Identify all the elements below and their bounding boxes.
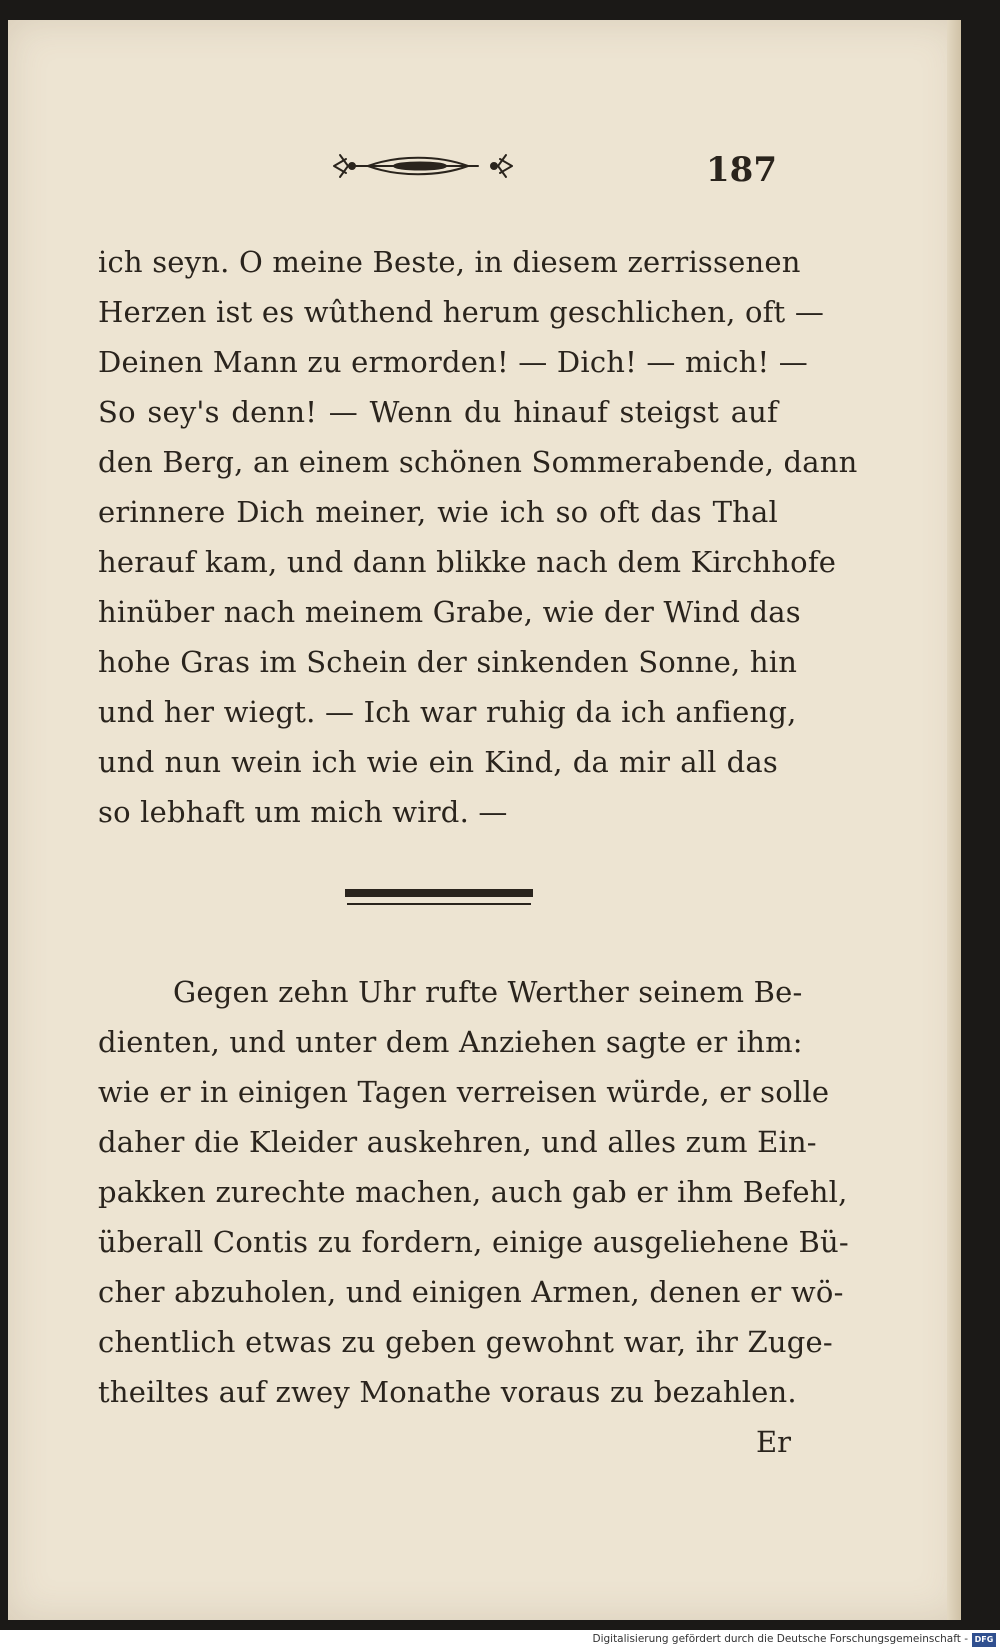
book-page [8,20,961,1620]
text-line: daher die Kleider auskehren, und alles zum Ein- [98,1125,817,1159]
flourish-ornament-icon [328,147,518,185]
text-line: so lebhaft um mich wird. — [98,795,508,829]
text-line: herauf kam, und dann blikke nach dem Kirchhofe [98,545,837,579]
text-line: wie er in einigen Tagen verreisen würde, er solle [98,1075,830,1109]
text-line: So sey's denn! — Wenn du hinauf steigst auf [98,395,778,429]
text-line: Herzen ist es wûthend herum geschlichen, oft — [98,295,825,329]
text-line: und nun wein ich wie ein Kind, da mir all das [98,745,778,779]
text-line: hohe Gras im Schein der sinkenden Sonne, hin [98,645,798,679]
text-line: überall Contis zu fordern, einige ausgeliehene Bü- [98,1225,849,1259]
text-line: und her wiegt. — Ich war ruhig da ich anfieng, [98,695,797,729]
funding-credit: Digitalisierung gefördert durch die Deutsche Forschungsgemeinschaft - [592,1633,968,1645]
text-line: cher abzuholen, und einigen Armen, denen er wö- [98,1275,844,1309]
footer-bar [0,1630,1000,1651]
text-line: pakken zurechte machen, auch gab er ihm Befehl, [98,1175,848,1209]
page-edge [947,20,961,1620]
text-line: erinnere Dich meiner, wie ich so oft das Thal [98,495,778,529]
double-rule-divider [345,885,533,911]
text-line: den Berg, an einem schönen Sommerabende, dann [98,445,858,479]
text-line: chentlich etwas zu geben gewohnt war, ihr Zuge- [98,1325,833,1359]
page-number: 187 [706,150,777,190]
text-line: ich seyn. O meine Beste, in diesem zerrissenen [98,245,801,279]
text-line: Gegen zehn Uhr rufte Werther seinem Be- [173,975,803,1009]
text-line: dienten, und unter dem Anziehen sagte er ihm: [98,1025,803,1059]
text-line: theiltes auf zwey Monathe voraus zu bezahlen. [98,1375,797,1409]
text-line: Deinen Mann zu ermorden! — Dich! — mich! — [98,345,808,379]
dfg-logo: DFG [972,1633,996,1647]
catchword: Er [756,1425,792,1459]
text-line: hinüber nach meinem Grabe, wie der Wind das [98,595,801,629]
